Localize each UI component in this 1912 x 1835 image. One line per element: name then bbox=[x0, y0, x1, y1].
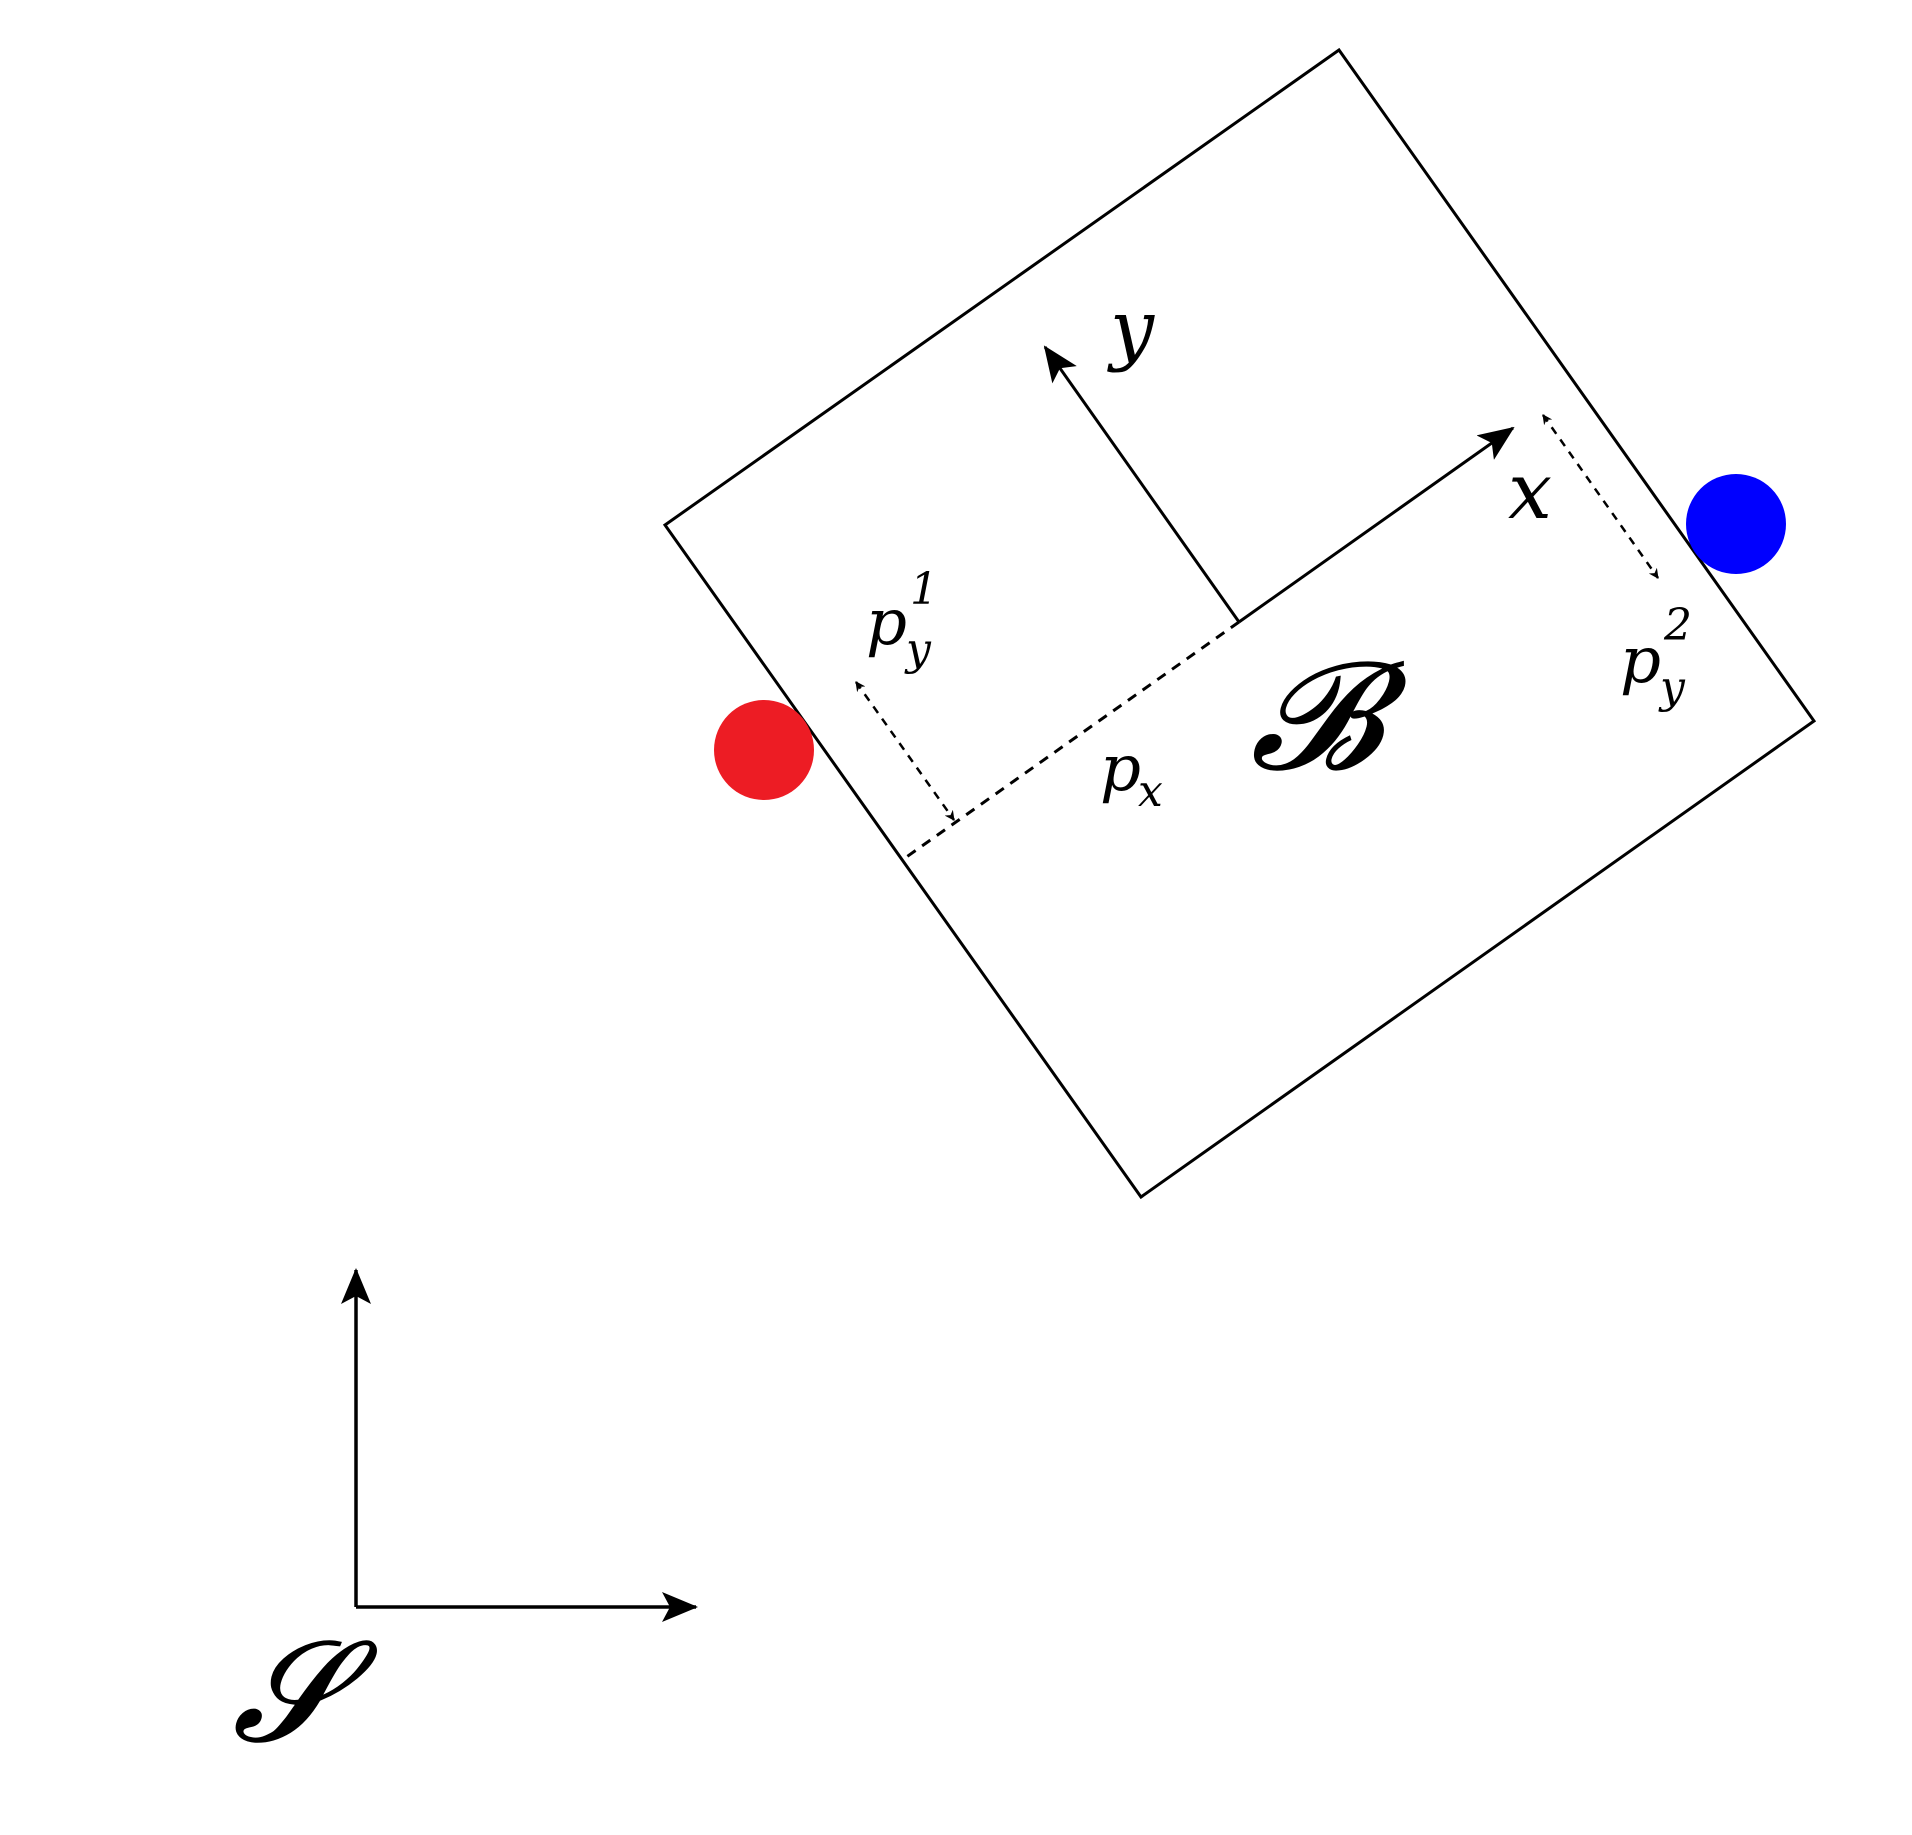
py1-dashed-arrow bbox=[856, 682, 954, 820]
py2-label bbox=[1620, 600, 1692, 713]
svg-text:x: x bbox=[1138, 766, 1163, 817]
px-dashed-line bbox=[905, 622, 1239, 858]
py1-label bbox=[866, 564, 938, 675]
svg-text:p: p bbox=[1100, 732, 1141, 806]
contact-point-right bbox=[1686, 474, 1786, 574]
svg-text:y: y bbox=[1660, 662, 1685, 713]
py2-dashed-arrow bbox=[1543, 415, 1658, 578]
body-y-axis bbox=[1045, 347, 1239, 622]
space-frame-label: 𝓢 bbox=[232, 1611, 341, 1774]
svg-text:p: p bbox=[866, 586, 907, 660]
svg-text:2: 2 bbox=[1664, 600, 1692, 651]
contact-point-left bbox=[714, 700, 814, 800]
body-x-axis bbox=[1239, 428, 1513, 622]
svg-text:p: p bbox=[1620, 624, 1661, 698]
svg-text:y: y bbox=[906, 624, 931, 675]
y-axis-label: y bbox=[1110, 284, 1155, 374]
x-axis-label: x bbox=[1508, 447, 1552, 537]
px-label bbox=[1100, 732, 1163, 817]
svg-text:1: 1 bbox=[910, 564, 938, 615]
body-frame-label: 𝓑 bbox=[1250, 630, 1383, 804]
